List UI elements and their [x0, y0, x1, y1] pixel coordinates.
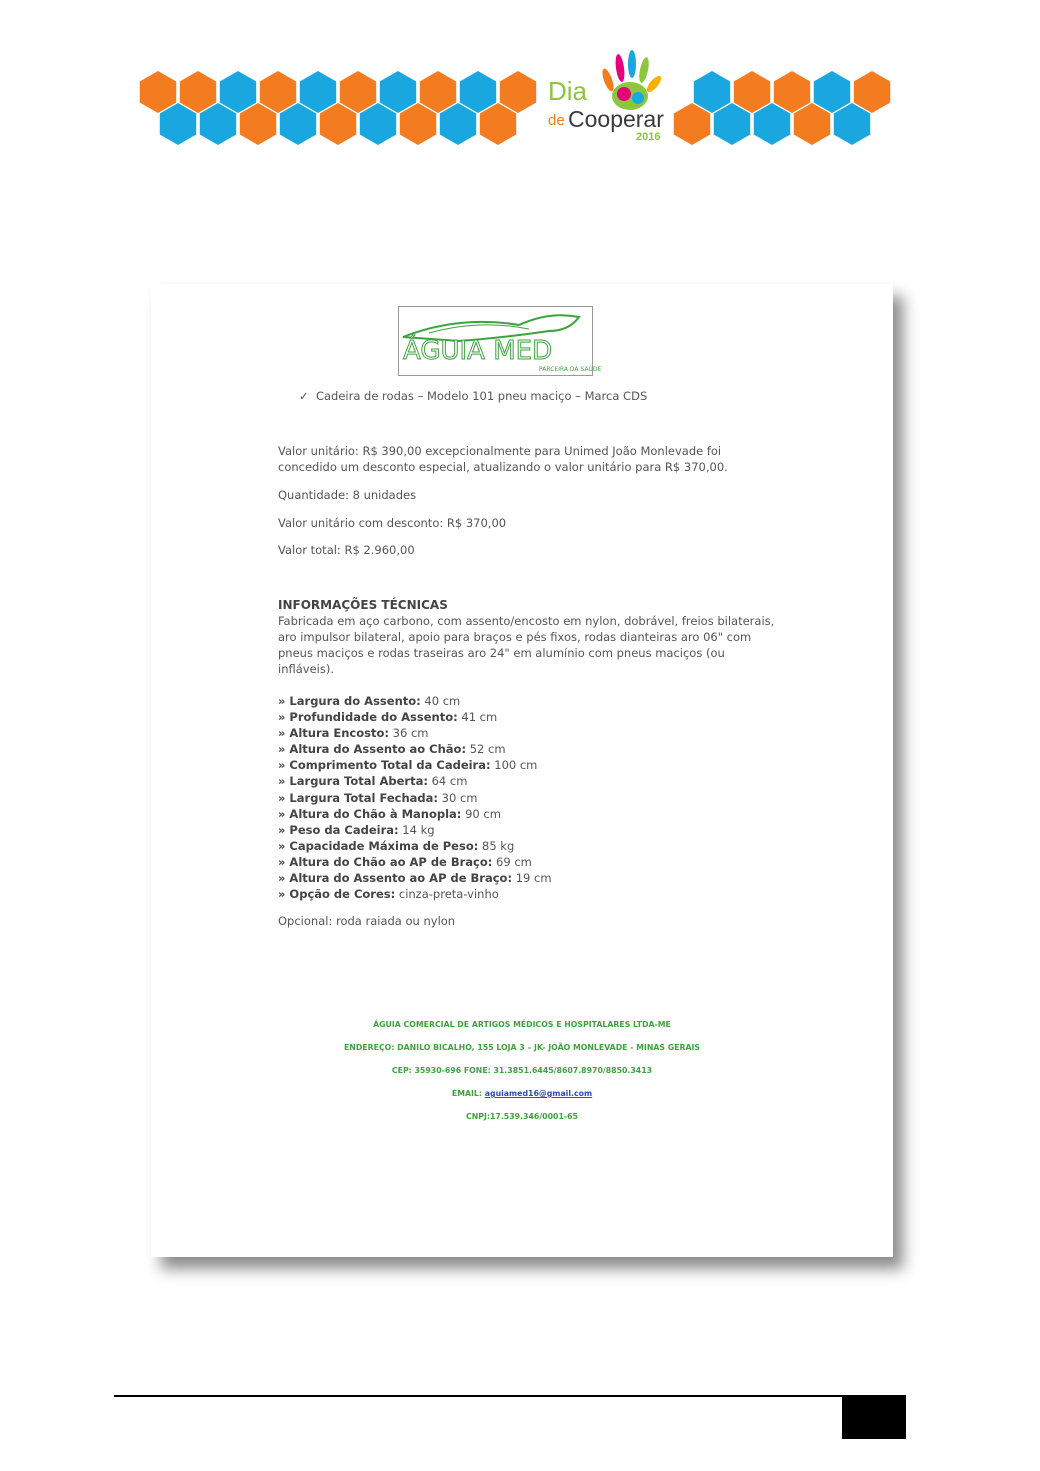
item-text: Cadeira de rodas – Modelo 101 pneu maciço – Marca CDS	[315, 389, 648, 403]
hexagon-shape	[754, 103, 790, 145]
hexagon-shape	[674, 103, 710, 145]
footer-phone: CEP: 35930-696 FONE: 31.3851.6445/8607.8970/8850.3413	[391, 1066, 653, 1075]
hexagon-shape	[460, 71, 496, 113]
footer-company: ÁGUIA COMERCIAL DE ARTIGOS MÉDICOS E HOSPITALARES LTDA-ME	[373, 1020, 671, 1029]
spec-item: » Largura do Assento: 40 cm	[278, 694, 461, 708]
logo-dia-text: Dia	[548, 76, 588, 106]
aguia-med-tagline: PARCEIRA DA SAÚDE	[539, 366, 602, 373]
footer-cnpj: CNPJ:17.539.346/0001-65	[466, 1112, 578, 1121]
tech-heading: INFORMAÇÕES TÉCNICAS	[278, 598, 448, 612]
spec-item: » Largura Total Fechada: 30 cm	[278, 790, 478, 805]
hexagon-banner	[0, 40, 1040, 160]
scanned-document	[151, 284, 893, 1257]
hexagon-shape	[300, 71, 336, 113]
aguia-med-logo-text: ÁGUIA MED	[403, 336, 553, 366]
hexagon-shape	[160, 103, 196, 145]
hexagon-shape	[794, 103, 830, 145]
spec-item: » Largura Total Aberta: 64 cm	[278, 774, 468, 789]
hexagon-shape	[320, 103, 356, 145]
spec-item: » Comprimento Total da Cadeira: 100 cm	[278, 758, 538, 773]
hexagon-shape	[400, 103, 436, 145]
logo-year-text: 2016	[636, 131, 661, 143]
hexagon-shape	[260, 71, 296, 113]
hexagon-shape	[280, 103, 316, 145]
hexagon-shape	[500, 71, 536, 113]
hexagon-shape	[360, 103, 396, 145]
check-icon: ✓	[299, 389, 316, 403]
hexagon-shape	[200, 103, 236, 145]
footer-email-label: EMAIL:	[451, 1089, 485, 1098]
opcional-line: Opcional: roda raiada ou nylon	[278, 914, 456, 928]
spec-item: » Profundidade do Assento: 41 cm	[278, 710, 498, 725]
spec-item: » Altura do Assento ao AP de Braço: 19 cm	[278, 871, 552, 886]
spec-item: » Peso da Cadeira: 14 kg	[278, 822, 435, 837]
hexagon-shape	[180, 71, 216, 113]
hexagon-shape	[440, 103, 476, 145]
valor-desconto-line: Valor unitário com desconto: R$ 370,00	[278, 516, 507, 530]
quantidade-line: Quantidade: 8 unidades	[278, 488, 417, 502]
hexagon-shape	[480, 103, 516, 145]
spec-item: » Altura Encosto: 36 cm	[278, 726, 429, 741]
dia-de-cooperar-logo	[548, 76, 678, 146]
footer-rule	[114, 1395, 906, 1397]
hexagon-shape	[714, 103, 750, 145]
hexagon-shape	[420, 71, 456, 113]
spec-item: » Capacidade Máxima de Peso: 85 kg	[278, 838, 515, 853]
hexagon-shape	[340, 71, 376, 113]
hexagon-shape	[380, 71, 416, 113]
tech-description: Fabricada em aço carbono, com assento/encosto em nylon, dobrável, freios bilaterais, aro impulsor bilateral, apoio para braços e pés fixos, rodas dianteiras aro 06" com pneus maciços e rodas traseiras aro 24" em alumínio com pneus maciços (ou infláveis).	[278, 614, 775, 676]
hexagon-shape	[834, 103, 870, 145]
spec-item: » Opção de Cores: cinza-preta-vinho	[278, 887, 499, 902]
spec-item: » Altura do Chão à Manopla: 90 cm	[278, 806, 501, 821]
valor-total-line: Valor total: R$ 2.960,00	[278, 543, 415, 557]
footer-email-line	[151, 1089, 893, 1098]
spec-item: » Altura do Assento ao Chão: 52 cm	[278, 742, 506, 757]
hexagon-shape	[240, 103, 276, 145]
hexagon-shape	[140, 71, 176, 113]
footer-address: ENDEREÇO: DANILO BICALHO, 155 LOJA 3 – JK- JOÃO MONLEVADE - MINAS GERAIS	[343, 1043, 700, 1052]
valor-unitario-paragraph: Valor unitário: R$ 390,00 excepcionalmente para Unimed João Monlevade foi concedido um desconto especial, atualizando o valor unitário para R$ 370,00.	[278, 444, 728, 474]
footer-email-link[interactable]: aguiamed16@gmail.com	[484, 1089, 593, 1098]
item-line	[299, 388, 647, 404]
hexagon-shape	[734, 71, 770, 113]
hexagon-shape	[814, 71, 850, 113]
hexagon-shape	[854, 71, 890, 113]
hexagon-shape	[774, 71, 810, 113]
logo-cooperar-text: Cooperar	[568, 106, 664, 132]
specs-list	[278, 693, 552, 902]
hexagon-shape	[220, 71, 256, 113]
logo-de-text: de	[548, 112, 565, 129]
hexagon-shape	[694, 71, 730, 113]
page-number-box	[842, 1397, 906, 1439]
spec-item: » Altura do Chão ao AP de Braço: 69 cm	[278, 854, 532, 869]
aguia-med-logo	[398, 306, 602, 376]
